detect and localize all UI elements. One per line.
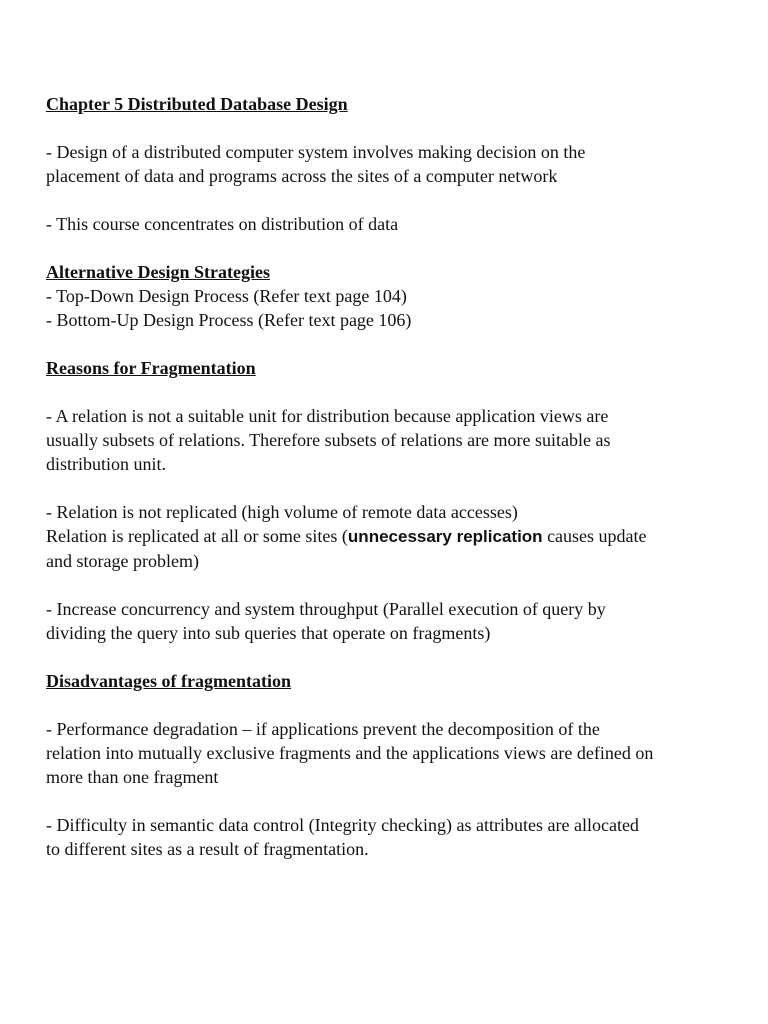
spacer <box>46 645 736 669</box>
unnecessary-replication-emphasis: unnecessary replication <box>347 527 543 546</box>
reasons-paragraph-3-line-1: - Increase concurrency and system throughput (Parallel execution of query by <box>46 599 606 619</box>
disadvantages-paragraph-2-line-2: to different sites as a result of fragmentation. <box>46 839 369 859</box>
reasons-paragraph-1-line-2: usually subsets of relations. Therefore subsets of relations are more suitable as <box>46 430 611 450</box>
spacer <box>46 693 736 717</box>
spacer <box>46 332 736 356</box>
reasons-paragraph-2-line-1: - Relation is not replicated (high volume of remote data accesses) <box>46 502 518 522</box>
alternative-strategies-heading: Alternative Design Strategies <box>46 262 270 282</box>
intro-paragraph-1-line-1: - Design of a distributed computer system involves making decision on the <box>46 142 586 162</box>
disadvantages-paragraph-1-line-2: relation into mutually exclusive fragments and the applications views are defined on <box>46 743 654 763</box>
disadvantages-paragraph-2-line-1: - Difficulty in semantic data control (Integrity checking) as attributes are allocated <box>46 815 639 835</box>
reasons-paragraph-2-line-2 <box>46 524 736 549</box>
reasons-paragraph-1-line-1: - A relation is not a suitable unit for distribution because application views are <box>46 406 609 426</box>
alternative-item-top-down: - Top-Down Design Process (Refer text page 104) <box>46 286 407 306</box>
reasons-paragraph-2-text-pre: Relation is replicated at all or some sites ( <box>46 526 348 546</box>
reasons-paragraph-1-line-3: distribution unit. <box>46 454 167 474</box>
intro-paragraph-1-line-2: placement of data and programs across the sites of a computer network <box>46 166 558 186</box>
reasons-paragraph-3-line-2: dividing the query into sub queries that operate on fragments) <box>46 623 491 643</box>
alternative-item-bottom-up: - Bottom-Up Design Process (Refer text page 106) <box>46 310 412 330</box>
disadvantages-heading: Disadvantages of fragmentation <box>46 671 291 691</box>
disadvantages-paragraph-1-line-1: - Performance degradation – if applications prevent the decomposition of the <box>46 719 600 739</box>
reasons-paragraph-2-line-3: and storage problem) <box>46 551 199 571</box>
chapter-title: Chapter 5 Distributed Database Design <box>46 94 348 114</box>
spacer <box>46 380 736 404</box>
intro-paragraph-2: - This course concentrates on distribution of data <box>46 214 399 234</box>
document-page <box>46 92 736 861</box>
spacer <box>46 476 736 500</box>
reasons-paragraph-2-text-post: causes update <box>542 526 647 546</box>
spacer <box>46 116 736 140</box>
disadvantages-paragraph-1-line-3: more than one fragment <box>46 767 219 787</box>
spacer <box>46 188 736 212</box>
reasons-heading: Reasons for Fragmentation <box>46 358 256 378</box>
spacer <box>46 236 736 260</box>
spacer <box>46 789 736 813</box>
spacer <box>46 573 736 597</box>
